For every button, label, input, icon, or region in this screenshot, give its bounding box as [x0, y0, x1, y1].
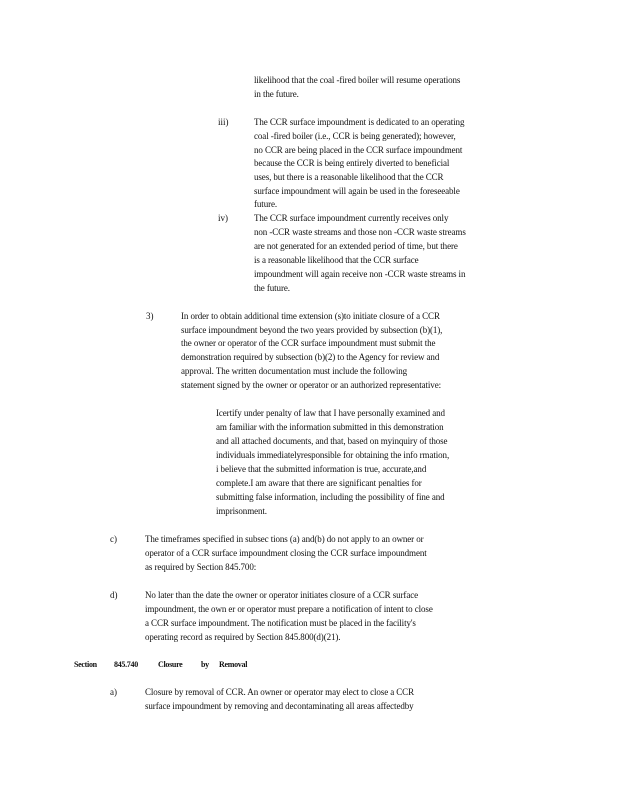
text-line: submitting false information, including the possibility of fine and [216, 492, 445, 502]
section-number: 845.740 [114, 660, 138, 669]
text-line: non -CCR waste streams and those non -CCR waste streams [254, 227, 466, 237]
text-line: coal -fired boiler (i.e., CCR is being generated); however, [254, 131, 456, 141]
text-line: approval. The written documentation must include the following [181, 366, 408, 376]
text-line: Icertify under penalty of law that I have personally examined and [216, 408, 445, 418]
text-line: individuals immediatelyresponsible for obtaining the info rmation, [216, 450, 450, 460]
text-line: the future. [254, 283, 290, 293]
section-title-word: Removal [219, 660, 248, 669]
text-line: The timeframes specified in subsec tions (a) and(b) do not apply to an owner or [145, 534, 424, 544]
text-line: no CCR are being placed in the CCR surface impoundment [254, 145, 463, 155]
text-line: surface impoundment beyond the two years provided by subsection (b)(1), [181, 325, 443, 335]
text-line: the owner or operator of the CCR surface impoundment must submit the [181, 338, 436, 348]
text-line: operator of a CCR surface impoundment closing the CCR surface impoundment [145, 548, 427, 558]
text-line: as required by Section 845.700: [145, 562, 257, 572]
list-marker: c) [110, 534, 117, 544]
text-line: operating record as required by Section 845.800(d)(21). [145, 632, 341, 642]
text-line: uses, but there is a reasonable likelihood that the CCR [254, 172, 444, 182]
text-line: demonstration required by subsection (b)(2) to the Agency for review and [181, 352, 440, 362]
text-line: in the future. [254, 89, 299, 99]
text-line: and all attached documents, and that, based on myinquiry of those [216, 436, 448, 446]
section-title-word: Closure [158, 660, 183, 669]
text-line: am familiar with the information submitted in this demonstration [216, 422, 444, 432]
text-line: are not generated for an extended period of time, but there [254, 241, 458, 251]
list-marker: iii) [218, 117, 229, 127]
text-line: No later than the date the owner or operator initiates closure of a CCR surface [145, 590, 418, 600]
text-line: Closure by removal of CCR. An owner or operator may elect to close a CCR [145, 687, 414, 697]
text-line: is a reasonable likelihood that the CCR surface [254, 255, 419, 265]
text-line: surface impoundment will again be used in the foreseeable [254, 186, 460, 196]
text-line: imprisonment. [216, 506, 267, 516]
text-line: complete.I am aware that there are significant penalties for [216, 478, 422, 488]
text-line: i believe that the submitted information is true, accurate,and [216, 464, 427, 474]
list-marker: d) [110, 590, 118, 600]
list-marker: iv) [218, 213, 228, 223]
text-line: statement signed by the owner or operator or an authorized representative: [181, 380, 441, 390]
section-title-word: by [201, 660, 209, 669]
text-line: future. [254, 199, 278, 209]
text-line: likelihood that the coal -fired boiler will resume operations [254, 75, 461, 85]
text-line: impoundment will again receive non -CCR waste streams in [254, 269, 466, 279]
text-line: because the CCR is being entirely diverted to beneficial [254, 158, 450, 168]
text-line: In order to obtain additional time extension (s)to initiate closure of a CCR [181, 311, 440, 321]
text-line: The CCR surface impoundment currently receives only [254, 213, 449, 223]
text-line: surface impoundment by removing and decontaminating all areas affectedby [145, 701, 414, 711]
text-line: The CCR surface impoundment is dedicated to an operating [254, 117, 465, 127]
text-line: a CCR surface impoundment. The notification must be placed in the facility's [145, 618, 416, 628]
list-marker: 3) [146, 311, 154, 321]
section-label: Section [74, 660, 97, 669]
text-line: impoundment, the own er or operator must prepare a notification of intent to close [145, 604, 433, 614]
list-marker: a) [110, 687, 117, 697]
